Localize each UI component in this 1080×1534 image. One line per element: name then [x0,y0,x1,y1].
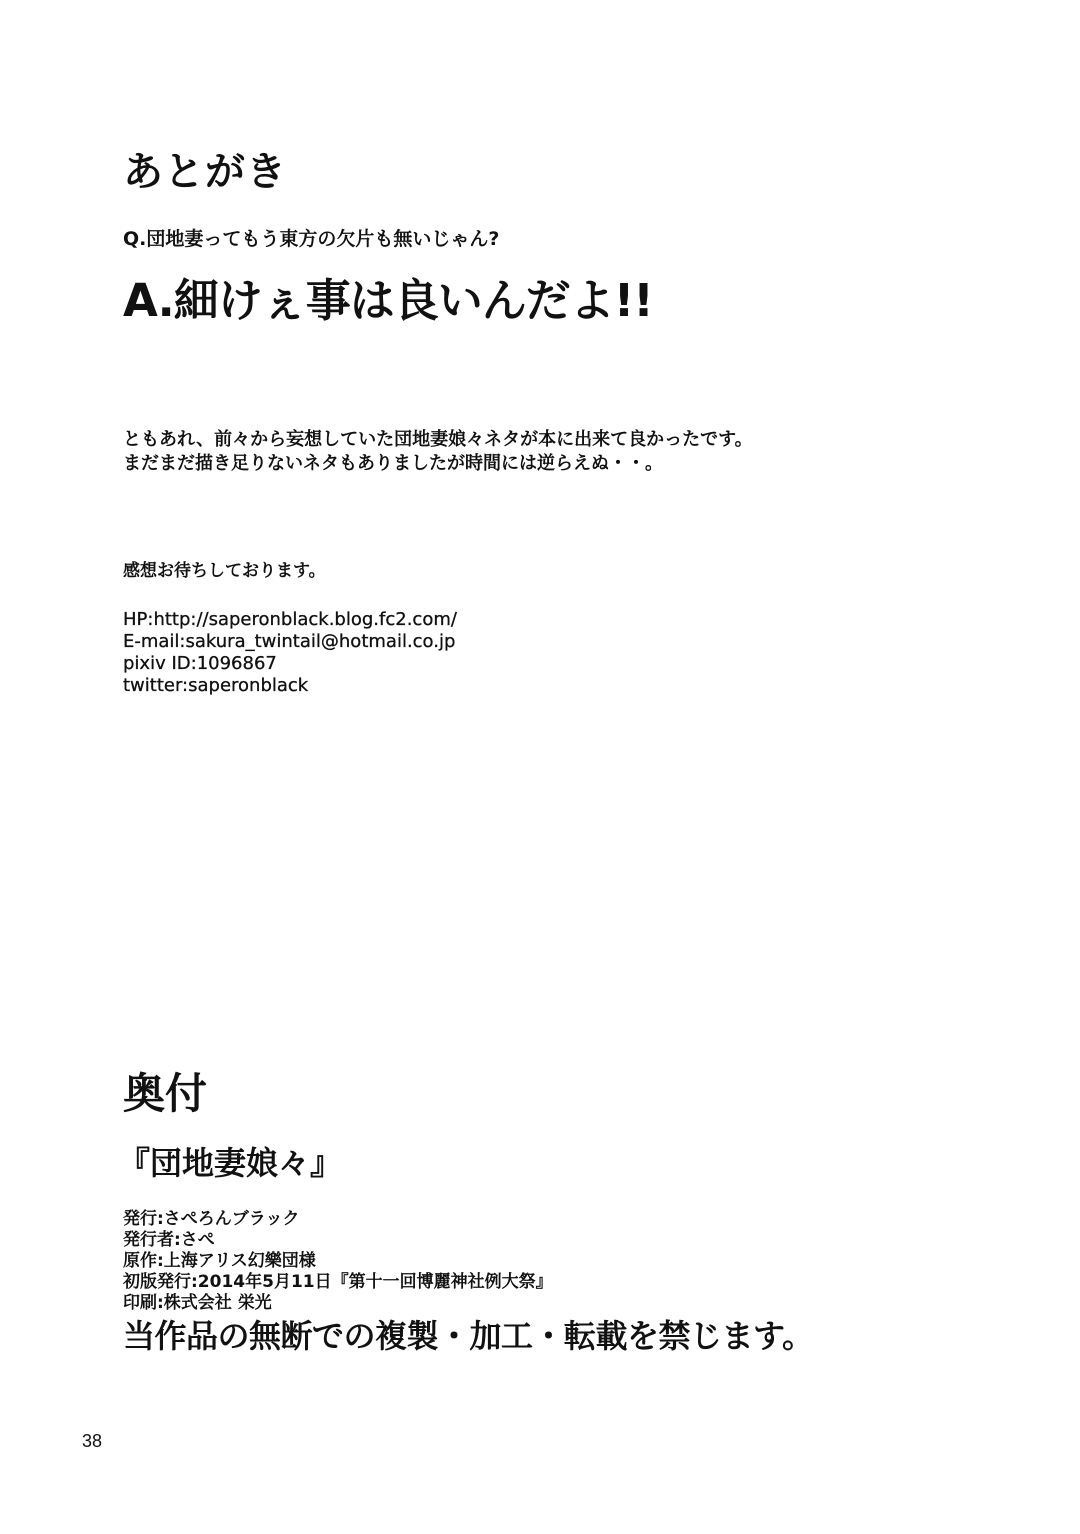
page-number: 38 [82,1431,103,1451]
book-title: 『団地妻娘々』 [118,1144,343,1182]
credit-first-edition: 初版発行:2014年5月11日『第十一回博麗神社例大祭』 [123,1272,553,1292]
credit-original-work: 原作:上海アリス幻樂団様 [123,1251,316,1271]
afterword-question: Q.団地妻ってもう東方の欠片も無いじゃん? [123,228,500,250]
afterword-paragraph-line: まだまだ描き足りないネタもありましたが時間には逆らえぬ・・。 [123,453,663,474]
credit-issuer: 発行者:さぺ [123,1230,215,1250]
afterword-thanks: 感想お待ちしております。 [123,561,326,581]
afterword-heading: あとがき [123,149,287,195]
copyright-notice: 当作品の無断での複製・加工・転載を禁じます。 [123,1317,814,1355]
contact-list [123,609,457,697]
contact-homepage: HP:http://saperonblack.blog.fc2.com/ [123,609,457,630]
contact-email: E-mail:sakura_twintail@hotmail.co.jp [123,631,456,652]
contact-pixiv: pixiv ID:1096867 [123,653,277,674]
afterword-answer: A.細けぇ事は良いんだよ!! [123,274,653,327]
credit-publisher: 発行:さぺろんブラック [123,1209,300,1229]
contact-twitter: twitter:saperonblack [123,675,309,696]
credit-printer: 印刷:株式会社 栄光 [123,1293,272,1313]
colophon-heading: 奥付 [123,1069,208,1118]
afterword-paragraph-line: ともあれ、前々から妄想していた団地妻娘々ネタが本に出来て良かったです。 [123,429,753,450]
colophon-credits [123,1209,553,1314]
afterword-paragraph [123,428,753,476]
